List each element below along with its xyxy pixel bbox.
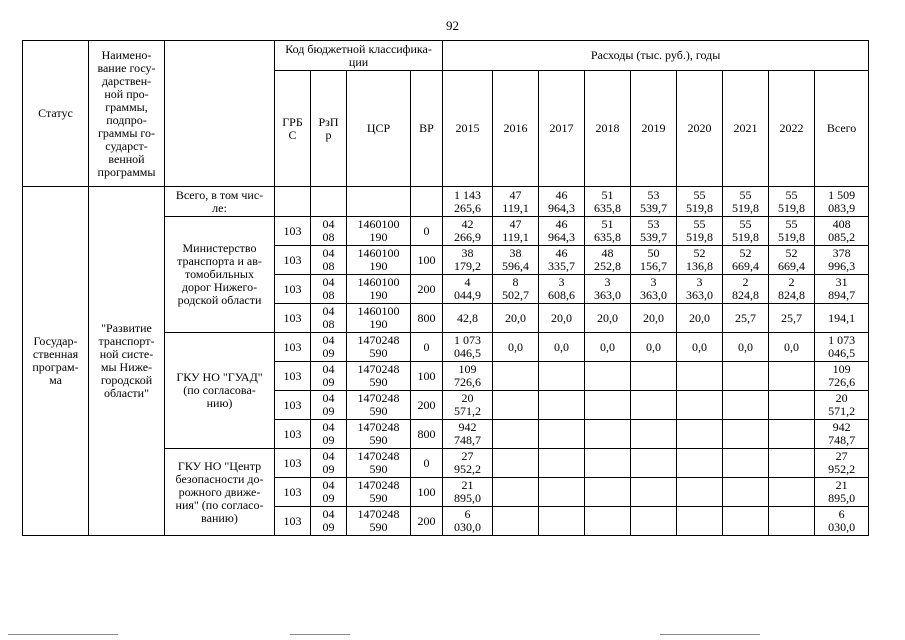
vr-cell: 100	[411, 478, 443, 507]
vr-cell: 200	[411, 507, 443, 536]
rzpr-cell: 04 09	[311, 391, 347, 420]
year-value: 8 502,7	[493, 275, 539, 304]
vr-cell: 0	[411, 449, 443, 478]
status-cell: Государ- ственная програм- ма	[23, 187, 89, 536]
year-value	[723, 507, 769, 536]
executor-cell: ГКУ НО "ГУАД" (по согласова- нию)	[165, 333, 275, 449]
row-total-value: 6 030,0	[815, 507, 869, 536]
header-row-1	[23, 41, 869, 71]
year-value: 42 266,9	[443, 217, 493, 246]
vr-cell: 0	[411, 217, 443, 246]
year-value: 0,0	[539, 333, 585, 362]
row-total-value: 31 894,7	[815, 275, 869, 304]
vr-cell: 200	[411, 275, 443, 304]
year-value	[585, 391, 631, 420]
year-value	[585, 507, 631, 536]
total-row	[23, 187, 869, 217]
year-value	[493, 478, 539, 507]
csr-cell: 1470248 590	[347, 333, 411, 362]
csr-cell: 1470248 590	[347, 449, 411, 478]
executor-cell: ГКУ НО "Центр безопасности до- рожного движе- ния" (по согласо- ванию)	[165, 449, 275, 536]
year-value	[631, 449, 677, 478]
header-executor	[165, 41, 275, 187]
year-value	[677, 507, 723, 536]
total-value: 51 635,8	[585, 187, 631, 217]
grbs-cell: 103	[275, 333, 311, 362]
year-value	[585, 478, 631, 507]
header-rzpr: РзП р	[311, 71, 347, 187]
year-value: 51 635,8	[585, 217, 631, 246]
year-value: 20,0	[539, 304, 585, 333]
total-grbs	[275, 187, 311, 217]
footer-rule	[8, 634, 118, 635]
year-value: 27 952,2	[443, 449, 493, 478]
year-value: 0,0	[631, 333, 677, 362]
grbs-cell: 103	[275, 275, 311, 304]
footer-rule	[660, 634, 760, 635]
row-total-value: 194,1	[815, 304, 869, 333]
csr-cell: 1470248 590	[347, 507, 411, 536]
year-value: 52 136,8	[677, 246, 723, 275]
header-year: 2021	[723, 71, 769, 187]
total-value: 55 519,8	[723, 187, 769, 217]
year-value: 20,0	[493, 304, 539, 333]
year-value	[631, 420, 677, 449]
year-value	[539, 420, 585, 449]
year-value: 0,0	[493, 333, 539, 362]
year-value: 38 596,4	[493, 246, 539, 275]
year-value	[723, 420, 769, 449]
year-value: 1 073 046,5	[443, 333, 493, 362]
year-value: 25,7	[769, 304, 815, 333]
year-value	[539, 507, 585, 536]
year-value	[723, 449, 769, 478]
year-value: 20,0	[677, 304, 723, 333]
rzpr-cell: 04 09	[311, 333, 347, 362]
year-value: 3 363,0	[677, 275, 723, 304]
year-value	[493, 449, 539, 478]
total-value: 46 964,3	[539, 187, 585, 217]
header-vr: ВР	[411, 71, 443, 187]
total-value: 55 519,8	[769, 187, 815, 217]
total-value: 55 519,8	[677, 187, 723, 217]
year-value	[769, 478, 815, 507]
budget-table	[22, 40, 869, 536]
year-value: 0,0	[723, 333, 769, 362]
row-total-value: 378 996,3	[815, 246, 869, 275]
rzpr-cell: 04 08	[311, 246, 347, 275]
year-value	[723, 391, 769, 420]
header-grbs: ГРБ С	[275, 71, 311, 187]
year-value: 6 030,0	[443, 507, 493, 536]
grbs-cell: 103	[275, 217, 311, 246]
year-value: 20,0	[585, 304, 631, 333]
total-rzpr	[311, 187, 347, 217]
year-value	[631, 362, 677, 391]
year-value	[677, 362, 723, 391]
grbs-cell: 103	[275, 449, 311, 478]
vr-cell: 0	[411, 333, 443, 362]
csr-cell: 1470248 590	[347, 391, 411, 420]
csr-cell: 1460100 190	[347, 304, 411, 333]
grbs-cell: 103	[275, 362, 311, 391]
year-value: 21 895,0	[443, 478, 493, 507]
total-value: 1 143 265,6	[443, 187, 493, 217]
year-value	[493, 362, 539, 391]
csr-cell: 1470248 590	[347, 362, 411, 391]
rzpr-cell: 04 09	[311, 362, 347, 391]
total-value: 53 539,7	[631, 187, 677, 217]
header-year: 2018	[585, 71, 631, 187]
year-value	[723, 478, 769, 507]
year-value: 50 156,7	[631, 246, 677, 275]
header-year: 2016	[493, 71, 539, 187]
year-value	[677, 478, 723, 507]
header-csr: ЦСР	[347, 71, 411, 187]
total-value: 1 509 083,9	[815, 187, 869, 217]
year-value	[769, 449, 815, 478]
year-value	[677, 420, 723, 449]
rzpr-cell: 04 09	[311, 449, 347, 478]
year-value	[539, 362, 585, 391]
year-value: 52 669,4	[769, 246, 815, 275]
year-value	[677, 391, 723, 420]
rzpr-cell: 04 09	[311, 507, 347, 536]
year-value: 3 363,0	[585, 275, 631, 304]
grbs-cell: 103	[275, 391, 311, 420]
year-value	[723, 362, 769, 391]
year-value	[585, 420, 631, 449]
year-value: 2 824,8	[723, 275, 769, 304]
year-value	[493, 391, 539, 420]
rzpr-cell: 04 09	[311, 420, 347, 449]
total-label: Всего, в том чис- ле:	[165, 187, 275, 217]
csr-cell: 1470248 590	[347, 478, 411, 507]
year-value: 55 519,8	[677, 217, 723, 246]
year-value	[539, 391, 585, 420]
year-value: 38 179,2	[443, 246, 493, 275]
vr-cell: 800	[411, 420, 443, 449]
year-value: 46 964,3	[539, 217, 585, 246]
year-value	[539, 478, 585, 507]
rzpr-cell: 04 09	[311, 478, 347, 507]
grbs-cell: 103	[275, 507, 311, 536]
year-value	[493, 420, 539, 449]
year-value	[585, 362, 631, 391]
year-value: 55 519,8	[723, 217, 769, 246]
page-number: 92	[446, 18, 459, 33]
header-year: 2022	[769, 71, 815, 187]
vr-cell: 100	[411, 362, 443, 391]
rzpr-cell: 04 08	[311, 217, 347, 246]
row-total-value: 20 571,2	[815, 391, 869, 420]
csr-cell: 1470248 590	[347, 420, 411, 449]
year-value	[769, 362, 815, 391]
year-value: 3 363,0	[631, 275, 677, 304]
year-value	[493, 507, 539, 536]
year-value: 3 608,6	[539, 275, 585, 304]
year-value: 25,7	[723, 304, 769, 333]
year-value: 0,0	[769, 333, 815, 362]
vr-cell: 200	[411, 391, 443, 420]
year-value	[631, 391, 677, 420]
row-total-value: 408 085,2	[815, 217, 869, 246]
rzpr-cell: 04 08	[311, 304, 347, 333]
year-value: 942 748,7	[443, 420, 493, 449]
year-value: 47 119,1	[493, 217, 539, 246]
grbs-cell: 103	[275, 246, 311, 275]
total-csr	[347, 187, 411, 217]
rzpr-cell: 04 08	[311, 275, 347, 304]
grbs-cell: 103	[275, 478, 311, 507]
grbs-cell: 103	[275, 304, 311, 333]
year-value: 0,0	[677, 333, 723, 362]
header-year: 2019	[631, 71, 677, 187]
year-value: 52 669,4	[723, 246, 769, 275]
row-total-value: 21 895,0	[815, 478, 869, 507]
year-value: 109 726,6	[443, 362, 493, 391]
year-value: 20 571,2	[443, 391, 493, 420]
vr-cell: 100	[411, 246, 443, 275]
header-year: 2020	[677, 71, 723, 187]
year-value	[769, 507, 815, 536]
total-vr	[411, 187, 443, 217]
total-value: 47 119,1	[493, 187, 539, 217]
vr-cell: 800	[411, 304, 443, 333]
grbs-cell: 103	[275, 420, 311, 449]
year-value: 53 539,7	[631, 217, 677, 246]
header-year: 2017	[539, 71, 585, 187]
row-total-value: 1 073 046,5	[815, 333, 869, 362]
year-value: 20,0	[631, 304, 677, 333]
year-value: 2 824,8	[769, 275, 815, 304]
year-value	[539, 449, 585, 478]
footer-rule	[290, 634, 350, 635]
year-value: 42,8	[443, 304, 493, 333]
csr-cell: 1460100 190	[347, 275, 411, 304]
year-value: 55 519,8	[769, 217, 815, 246]
csr-cell: 1460100 190	[347, 217, 411, 246]
year-value	[769, 391, 815, 420]
csr-cell: 1460100 190	[347, 246, 411, 275]
year-value	[585, 449, 631, 478]
year-value: 46 335,7	[539, 246, 585, 275]
header-expenses-group: Расходы (тыс. руб.), годы	[443, 41, 869, 71]
header-status: Статус	[23, 41, 89, 187]
year-value	[677, 449, 723, 478]
row-total-value: 942 748,7	[815, 420, 869, 449]
year-value: 0,0	[585, 333, 631, 362]
header-year: 2015	[443, 71, 493, 187]
executor-cell: Министерство транспорта и ав- томобильных дорог Нижего- родской области	[165, 217, 275, 333]
row-total-value: 27 952,2	[815, 449, 869, 478]
year-value	[631, 507, 677, 536]
year-value	[631, 478, 677, 507]
header-total: Всего	[815, 71, 869, 187]
row-total-value: 109 726,6	[815, 362, 869, 391]
program-cell: "Развитие транспорт- ной систе- мы Ниже- городской области"	[89, 187, 165, 536]
year-value	[769, 420, 815, 449]
year-value: 4 044,9	[443, 275, 493, 304]
header-kbk-group: Код бюджетной классифика- ции	[275, 41, 443, 71]
year-value: 48 252,8	[585, 246, 631, 275]
header-program-name: Наимено- вание госу- дарствен- ной про- граммы, подпро- граммы го- сударст- венной программы	[89, 41, 165, 187]
